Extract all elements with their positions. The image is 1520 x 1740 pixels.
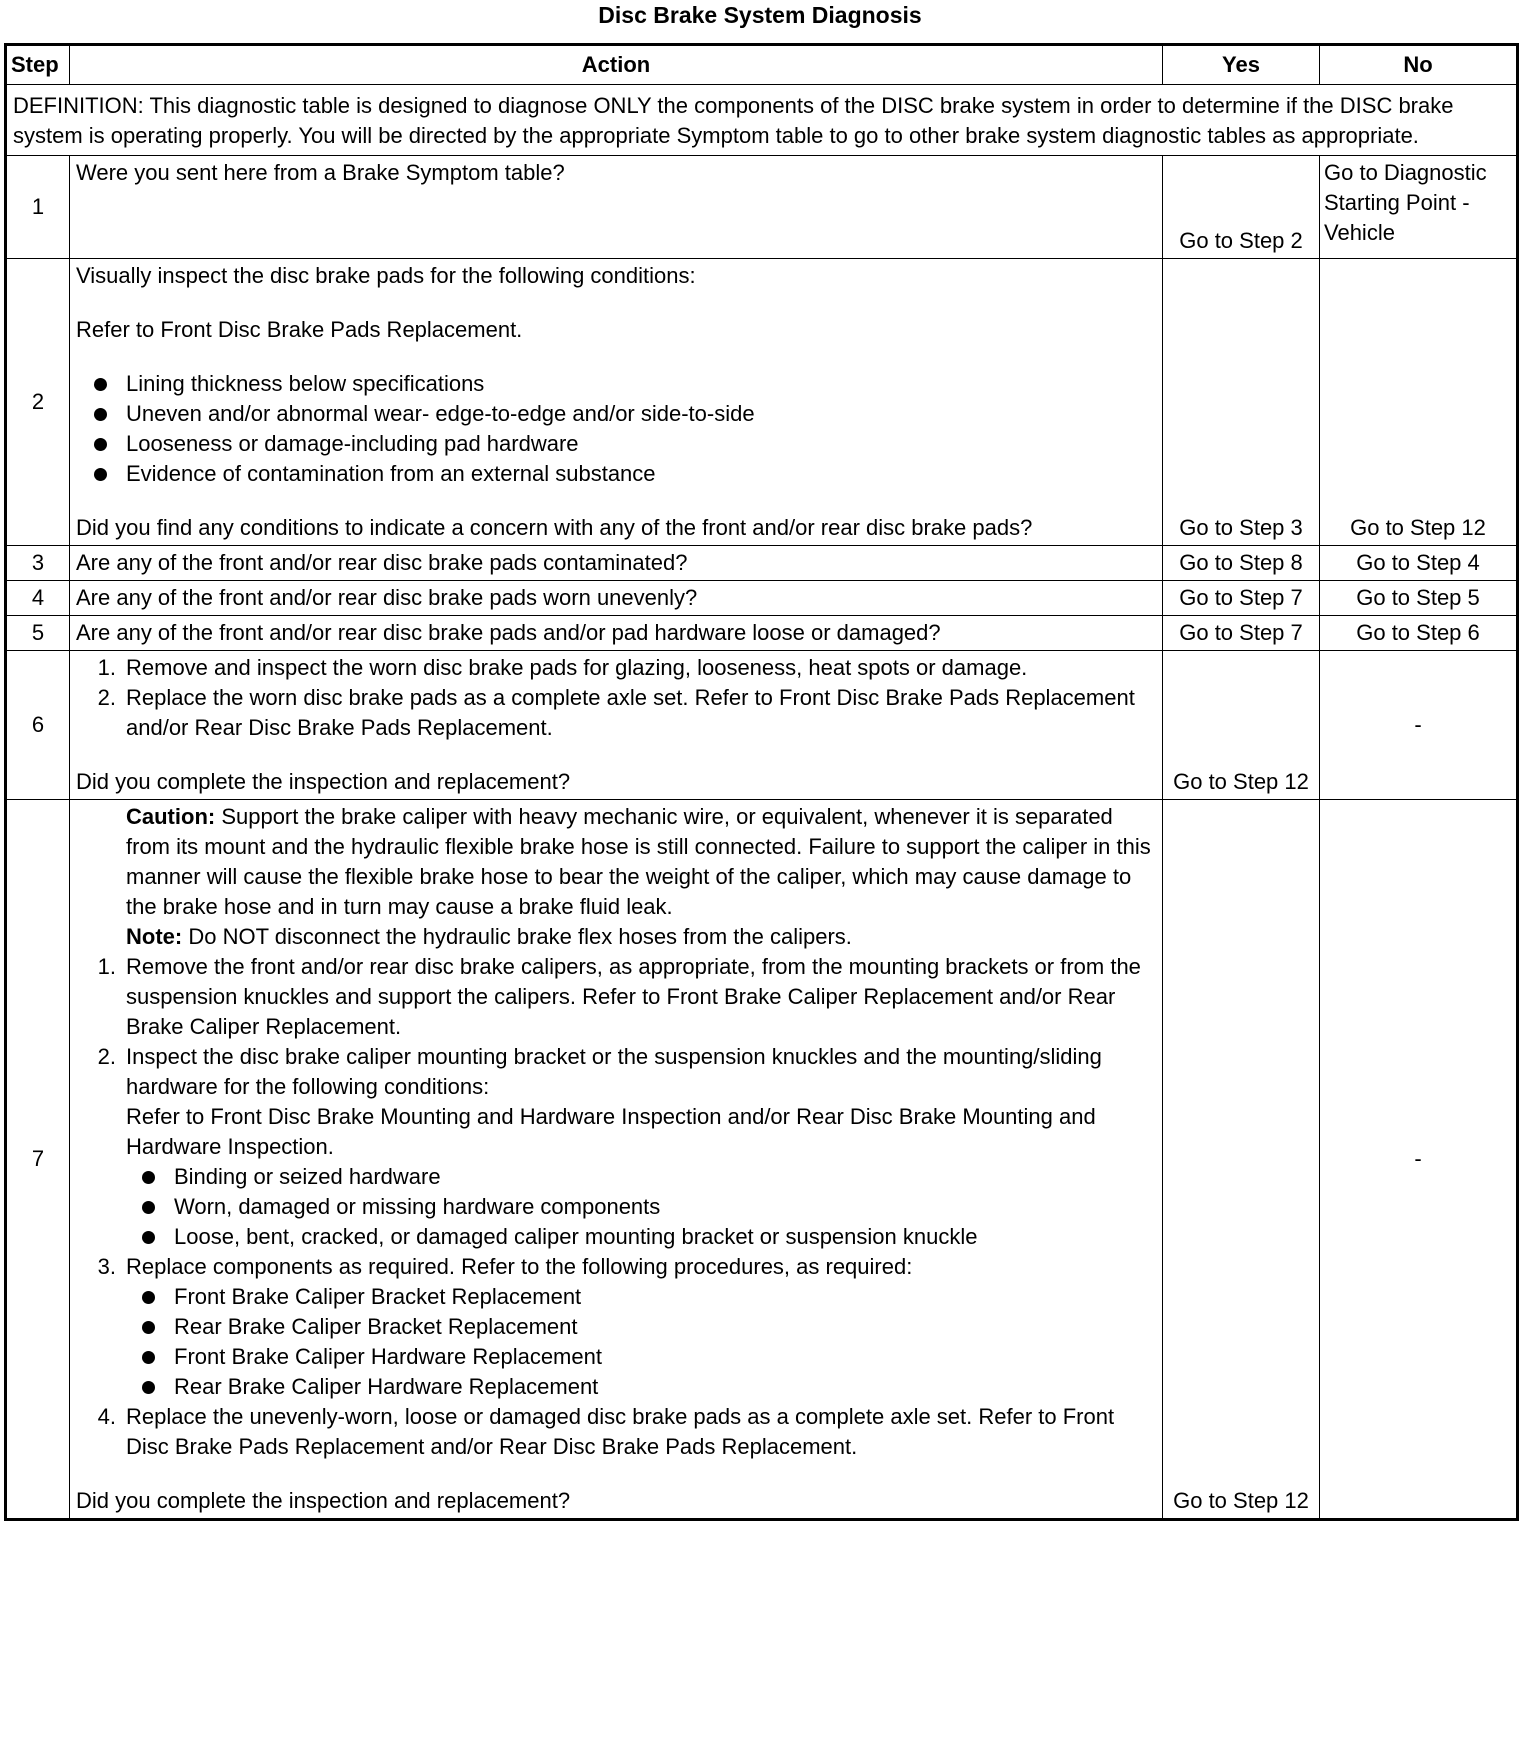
question-text: Are any of the front and/or rear disc brake pads and/or pad hardware loose or damaged?	[70, 616, 1163, 651]
list-item: Front Brake Caliper Bracket Replacement	[142, 1282, 1156, 1312]
list-item: Rear Brake Caliper Hardware Replacement	[142, 1372, 1156, 1402]
table-row-step-7	[6, 800, 1518, 1520]
list-item: Lining thickness below specifications	[94, 369, 1156, 399]
list-item: 3. Replace components as required. Refer to the following procedures, as required: Front Brake Caliper Bracket Replacement Rear Brake Caliper Bracket Replacement Front Brake Caliper Hardware Replacement Rear Brake Caliper Hardware Replacement	[88, 1252, 1156, 1402]
list-item: 1. Remove and inspect the worn disc brake pads for glazing, looseness, heat spots or damage.	[97, 655, 1028, 680]
no-cell: -	[1320, 651, 1518, 800]
list-item: Front Brake Caliper Hardware Replacement	[142, 1342, 1156, 1372]
page-title: Disc Brake System Diagnosis	[598, 2, 922, 28]
list-item: Worn, damaged or missing hardware components	[142, 1192, 1156, 1222]
list-item: Binding or seized hardware	[142, 1162, 1156, 1192]
no-cell: Go to Step 12	[1320, 259, 1518, 546]
diagnosis-table	[4, 43, 1519, 1521]
question-text: Did you find any conditions to indicate a concern with any of the front and/or rear disc brake pads?	[76, 515, 1033, 540]
header-yes: Yes	[1163, 45, 1320, 85]
header-action: Action	[70, 45, 1163, 85]
no-cell: -	[1320, 800, 1518, 1520]
action-cell	[70, 156, 1163, 259]
list-item: 4. Replace the unevenly-worn, loose or damaged disc brake pads as a complete axle set. Refer to Front Disc Brake Pads Replacement and/or Rear Disc Brake Pads Replacement.	[97, 1404, 1115, 1459]
intro-text: Visually inspect the disc brake pads for the following conditions:	[76, 263, 696, 288]
no-cell: Go to Step 6	[1320, 616, 1518, 651]
table-row-step-3	[6, 546, 1518, 581]
conditions-list	[126, 1162, 1156, 1252]
list-item: Rear Brake Caliper Bracket Replacement	[142, 1312, 1156, 1342]
refer-text: Refer to Front Disc Brake Pads Replacement.	[76, 317, 523, 342]
question-text: Did you complete the inspection and replacement?	[76, 1488, 571, 1513]
no-cell: Go to Step 5	[1320, 581, 1518, 616]
table-row-step-1	[6, 156, 1518, 259]
conditions-list	[76, 369, 1156, 489]
step-number: 6	[6, 651, 70, 800]
question-text: Were you sent here from a Brake Symptom table?	[76, 160, 565, 185]
action-cell	[70, 800, 1163, 1520]
question-text: Did you complete the inspection and replacement?	[76, 769, 571, 794]
procedure-list	[76, 653, 1156, 743]
header-row	[6, 45, 1518, 85]
yes-cell: Go to Step 8	[1163, 546, 1320, 581]
no-cell: Go to Diagnostic Starting Point - Vehicle	[1320, 156, 1518, 259]
table-row-step-5	[6, 616, 1518, 651]
list-item: Evidence of contamination from an external substance	[94, 459, 1156, 489]
yes-cell: Go to Step 12	[1163, 800, 1320, 1520]
definition-row	[6, 85, 1518, 156]
caution-text: Caution: Support the brake caliper with heavy mechanic wire, or equivalent, whenever it is separated from its mount and the hydraulic flexible brake hose is still connected. Failure to support the caliper in this manner will cause the flexible brake hose to bear the weight of the caliper, which may cause damage to the brake hose and in turn may cause a brake fluid leak.	[126, 804, 1151, 919]
step-number: 1	[6, 156, 70, 259]
yes-cell: Go to Step 3	[1163, 259, 1320, 546]
list-item: Uneven and/or abnormal wear- edge-to-edge and/or side-to-side	[94, 399, 1156, 429]
action-cell	[70, 651, 1163, 800]
question-text: Are any of the front and/or rear disc brake pads worn unevenly?	[70, 581, 1163, 616]
step-number: 7	[6, 800, 70, 1520]
action-cell	[70, 259, 1163, 546]
list-item: 1. Remove the front and/or rear disc brake calipers, as appropriate, from the mounting brackets or from the suspension knuckles and support the calipers. Refer to Front Brake Caliper Replacement and/or Rear Brake Caliper Replacement.	[97, 954, 1141, 1039]
procedures-list	[126, 1282, 1156, 1402]
step-number: 5	[6, 616, 70, 651]
list-item: 2. Inspect the disc brake caliper mounting bracket or the suspension knuckles and the mounting/sliding hardware for the following conditions: Refer to Front Disc Brake Mounting and Hardware Inspection and/or Rear Disc Brake Mounting and Hardware Inspection. Binding or seized hardware Worn, damaged or missing hardware components Loose, bent, cracked, or damaged caliper mounting bracket or suspension knuckle	[88, 1042, 1156, 1252]
list-item: Looseness or damage-including pad hardware	[94, 429, 1156, 459]
note-text: Note: Do NOT disconnect the hydraulic brake flex hoses from the calipers.	[126, 924, 852, 949]
step-number: 3	[6, 546, 70, 581]
list-item: Loose, bent, cracked, or damaged caliper mounting bracket or suspension knuckle	[142, 1222, 1156, 1252]
step-number: 2	[6, 259, 70, 546]
table-row-step-4	[6, 581, 1518, 616]
yes-cell: Go to Step 7	[1163, 616, 1320, 651]
table-row-step-2	[6, 259, 1518, 546]
yes-cell: Go to Step 2	[1163, 156, 1320, 259]
procedure-list	[76, 952, 1156, 1462]
header-no: No	[1320, 45, 1518, 85]
definition-text: DEFINITION: This diagnostic table is designed to diagnose ONLY the components of the DISC brake system in order to determine if the DISC brake system is operating properly. You will be directed by the appropriate Symptom table to go to other brake system diagnostic tables as appropriate.	[6, 85, 1518, 156]
no-cell: Go to Step 4	[1320, 546, 1518, 581]
yes-cell: Go to Step 7	[1163, 581, 1320, 616]
table-row-step-6	[6, 651, 1518, 800]
yes-cell: Go to Step 12	[1163, 651, 1320, 800]
header-step: Step	[6, 45, 70, 85]
step-number: 4	[6, 581, 70, 616]
list-item: 2. Replace the worn disc brake pads as a complete axle set. Refer to Front Disc Brake Pads Replacement and/or Rear Disc Brake Pads Replacement.	[97, 685, 1135, 740]
question-text: Are any of the front and/or rear disc brake pads contaminated?	[70, 546, 1163, 581]
